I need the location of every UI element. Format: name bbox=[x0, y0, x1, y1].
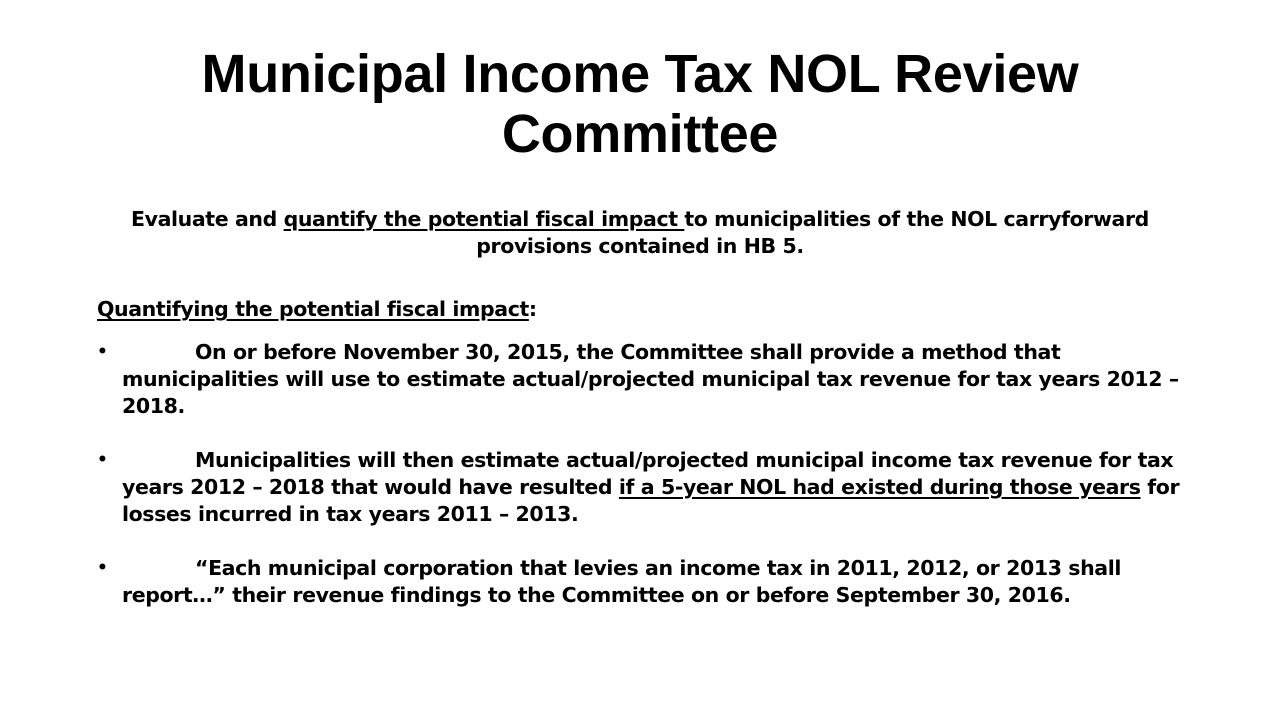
bullet-icon: • bbox=[97, 558, 108, 578]
bullet-text: On or before November 30, 2015, the Committee shall provide a method that municipalities will use to estimate actual/projected municipal tax revenue for tax years 2012 – 2018. bbox=[122, 340, 1179, 418]
bullet-icon: • bbox=[97, 450, 108, 470]
section-heading bbox=[97, 295, 537, 323]
bullet-item bbox=[97, 447, 1187, 528]
subtitle-text-before: Evaluate and bbox=[131, 207, 284, 231]
section-heading-suffix: : bbox=[528, 297, 537, 321]
slide-subtitle bbox=[100, 206, 1180, 260]
bullet-item bbox=[97, 339, 1187, 420]
bullet-text: “Each municipal corporation that levies an income tax in 2011, 2012, or 2013 shall report…” their revenue findings to the Committee on or before September 30, 2016. bbox=[122, 556, 1121, 607]
bullet-list bbox=[97, 339, 1187, 636]
bullet-icon: • bbox=[97, 342, 108, 362]
subtitle-text-after: to municipalities of the NOL carryforward provisions contained in HB 5. bbox=[476, 207, 1149, 258]
bullet-item bbox=[97, 555, 1187, 609]
slide-title: Municipal Income Tax NOL Review Committee bbox=[201, 44, 1079, 164]
bullet-text: Municipalities will then estimate actual/projected municipal income tax revenue for tax years 2012 – 2018 that would have resulted bbox=[122, 448, 1174, 499]
section-heading-underlined: Quantifying the potential fiscal impact bbox=[97, 297, 529, 321]
bullet-text-after: for losses incurred in tax years 2011 – 2013. bbox=[122, 475, 1180, 526]
subtitle-underlined-text: quantify the potential fiscal impact bbox=[283, 207, 685, 231]
bullet-underlined-text: if a 5-year NOL had existed during those years bbox=[618, 475, 1141, 499]
